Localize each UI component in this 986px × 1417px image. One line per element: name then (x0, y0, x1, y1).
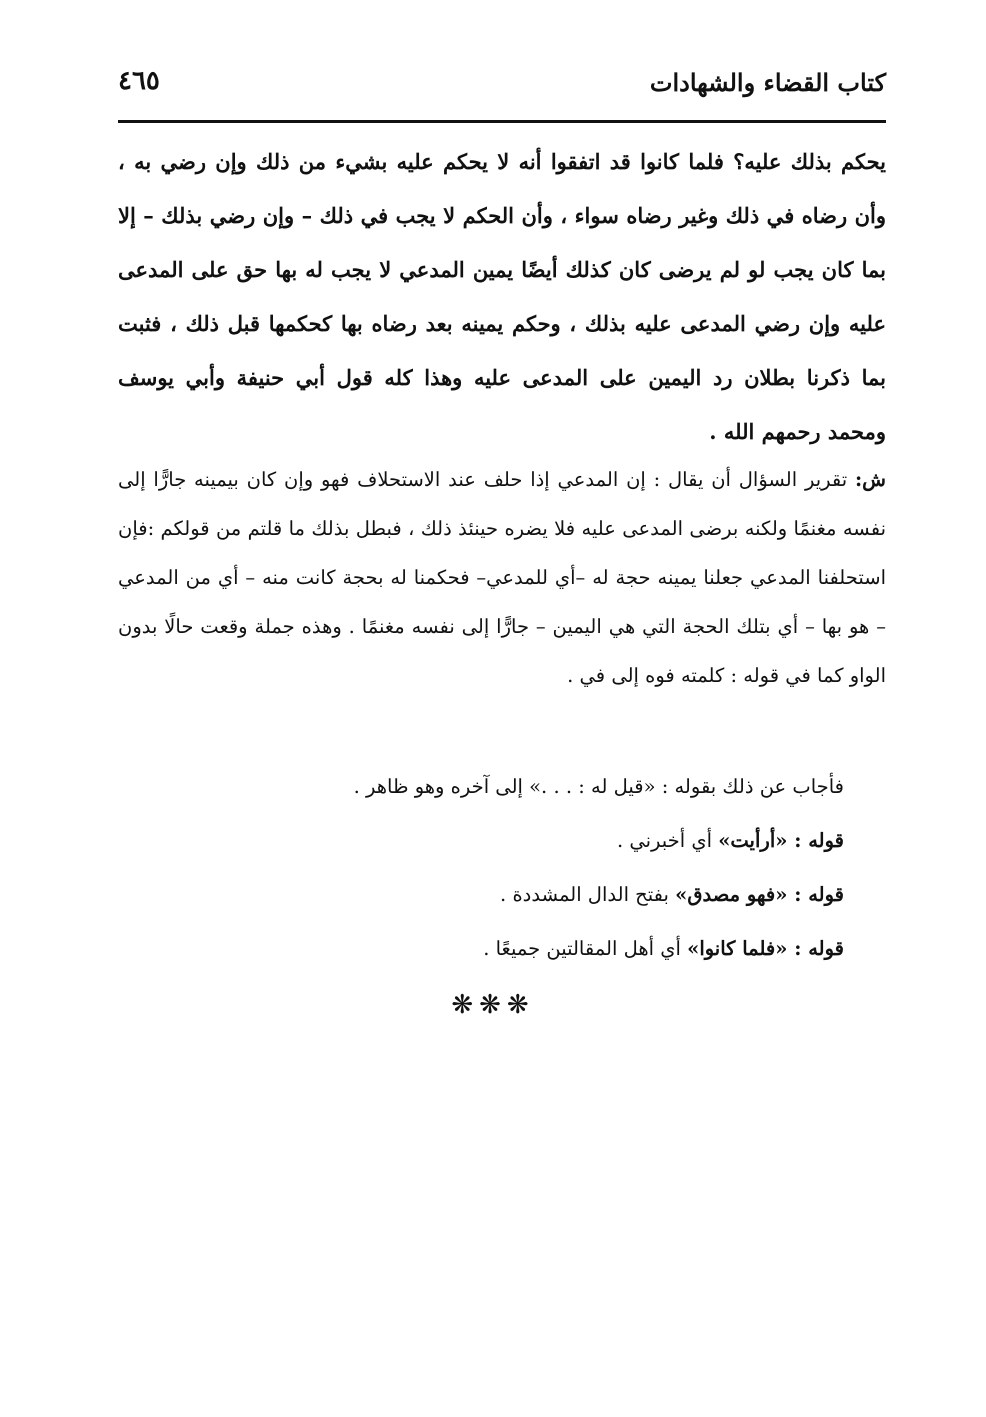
running-title: كتاب القضاء والشهادات (649, 68, 886, 97)
note-line (118, 760, 844, 814)
page-number: ٤٦٥ (118, 66, 160, 96)
header-divider (118, 120, 886, 123)
note-line (118, 868, 844, 922)
note-gloss: أي أهل المقالتين جميعًا . (483, 937, 688, 960)
note-lemma: قوله : «فلما كانوا» (687, 937, 844, 960)
commentary-paragraph (118, 455, 886, 755)
note-text: فأجاب عن ذلك بقوله : «قيل له : . . .» إلى آخره وهو ظاهر . (353, 775, 844, 798)
note-gloss: بفتح الدال المشددة . (500, 883, 676, 906)
note-line (118, 922, 844, 976)
section-end-ornament: ❋❋❋ (451, 990, 535, 1020)
note-gloss: أي أخبرني . (616, 829, 719, 852)
commentary-text: تقرير السؤال أن يقال : إن المدعي إذا حلف عند الاستحلاف فهو وإن كان بيمينه جارًّا إلى نفسه مغنمًا ولكنه برضى المدعى عليه فلا يضره حينئذ ذلك ، فبطل بذلك ما قلتم من قولكم :فإن استحلفنا المدعي جعلنا يمينه حجة له –أي للمدعي– فحكمنا له بحجة كانت منه – أي من المدعي – هو بها – أي بتلك الحجة التي هي اليمين – جارًّا إلى نفسه مغنمًا . وهذه جملة وقعت حالًا بدون الواو كما في قوله : كلمته فوه إلى في . (118, 468, 886, 687)
notes-block (118, 760, 844, 976)
commentary-marker: ش: (854, 468, 886, 491)
page-header (118, 58, 886, 108)
note-lemma: قوله : «أرأيت» (718, 829, 844, 852)
note-lemma: قوله : «فهو مصدق» (675, 883, 844, 906)
note-line (118, 814, 844, 868)
main-text-paragraph: يحكم بذلك عليه؟ فلما كانوا قد اتفقوا أنه لا يحكم عليه بشيء من ذلك وإن رضي به ، وأن رضاه في ذلك وغير رضاه سواء ، وأن الحكم لا يجب في ذلك – وإن رضي بذلك – إلا بما كان يجب لو لم يرضى كان كذلك أيضًا يمين المدعي لا يجب له بها حق على المدعى عليه وإن رضي المدعى عليه بذلك ، وحكم يمينه بعد رضاه بها كحكمها قبل ذلك ، فثبت بما ذكرنا بطلان رد اليمين على المدعى عليه وهذا كله قول أبي حنيفة وأبي يوسف ومحمد رحمهم الله . (118, 149, 886, 444)
